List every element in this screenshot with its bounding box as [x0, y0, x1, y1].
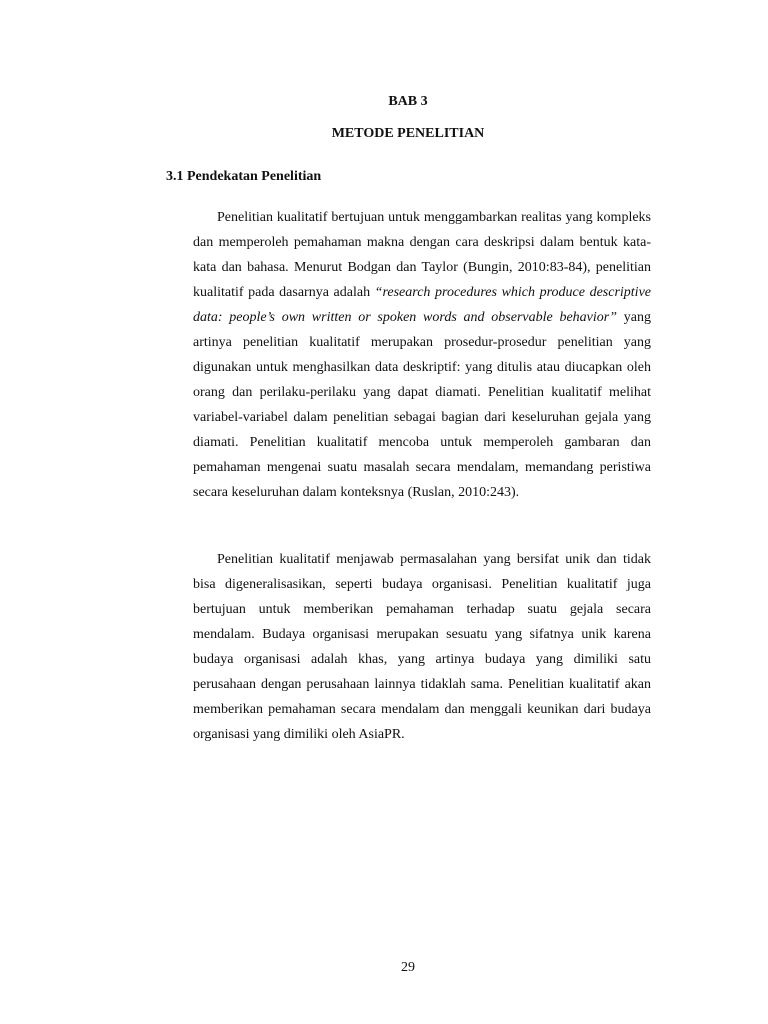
paragraph-1-text-b: yang artinya penelitian kualitatif merupakan prosedur-prosedur penelitian yang digunakan untuk menghasilkan data deskriptif: yang ditulis atau diucapkan oleh orang dan perilaku-perilaku yang dapat diamati. Penelitian kualitatif melihat variabel-variabel dalam penelitian sebagai bagian dari keseluruhan gejala yang diamati. Penelitian kualitatif mencoba untuk memperoleh gambaran dan pemahaman mengenai suatu masalah secara mendalam, memandang peristiwa secara keseluruhan dalam konteksnya (Ruslan, 2010:243). — [193, 310, 652, 500]
chapter-number: BAB 3 — [388, 94, 428, 109]
paragraph-2: Penelitian kualitatif menjawab permasalahan yang bersifat unik dan tidak bisa digeneralisasikan, seperti budaya organisasi. Penelitian kualitatif juga bertujuan untuk memberikan pemahaman terhadap suatu gejala secara mendalam. Budaya organisasi merupakan sesuatu yang sifatnya unik karena budaya organisasi adalah khas, yang artinya budaya yang dimiliki satu perusahaan dengan perusahaan lainnya tidaklah sama. Penelitian kualitatif akan memberikan pemahaman secara mendalam dan menggali keunikan dari budaya organisasi yang dimiliki oleh AsiaPR. — [193, 552, 651, 742]
paragraph-1-quote: “research procedures which produce descriptive data: people’s own written or spoken words and observable behavior” — [193, 285, 651, 325]
page-number: 29 — [401, 960, 415, 975]
paragraph-1-text-a: Penelitian kualitatif bertujuan untuk menggambarkan realitas yang kompleks dan memperoleh pemahaman makna dengan cara deskripsi dalam bentuk kata-kata dan bahasa. Menurut Bodgan dan Taylor (Bungin, 2010:83-84), penelitian kualitatif pada dasarnya adalah — [193, 210, 651, 300]
paragraph-1 — [193, 205, 651, 505]
chapter-title: METODE PENELITIAN — [331, 126, 485, 141]
section-heading: 3.1 Pendekatan Penelitian — [166, 169, 322, 184]
